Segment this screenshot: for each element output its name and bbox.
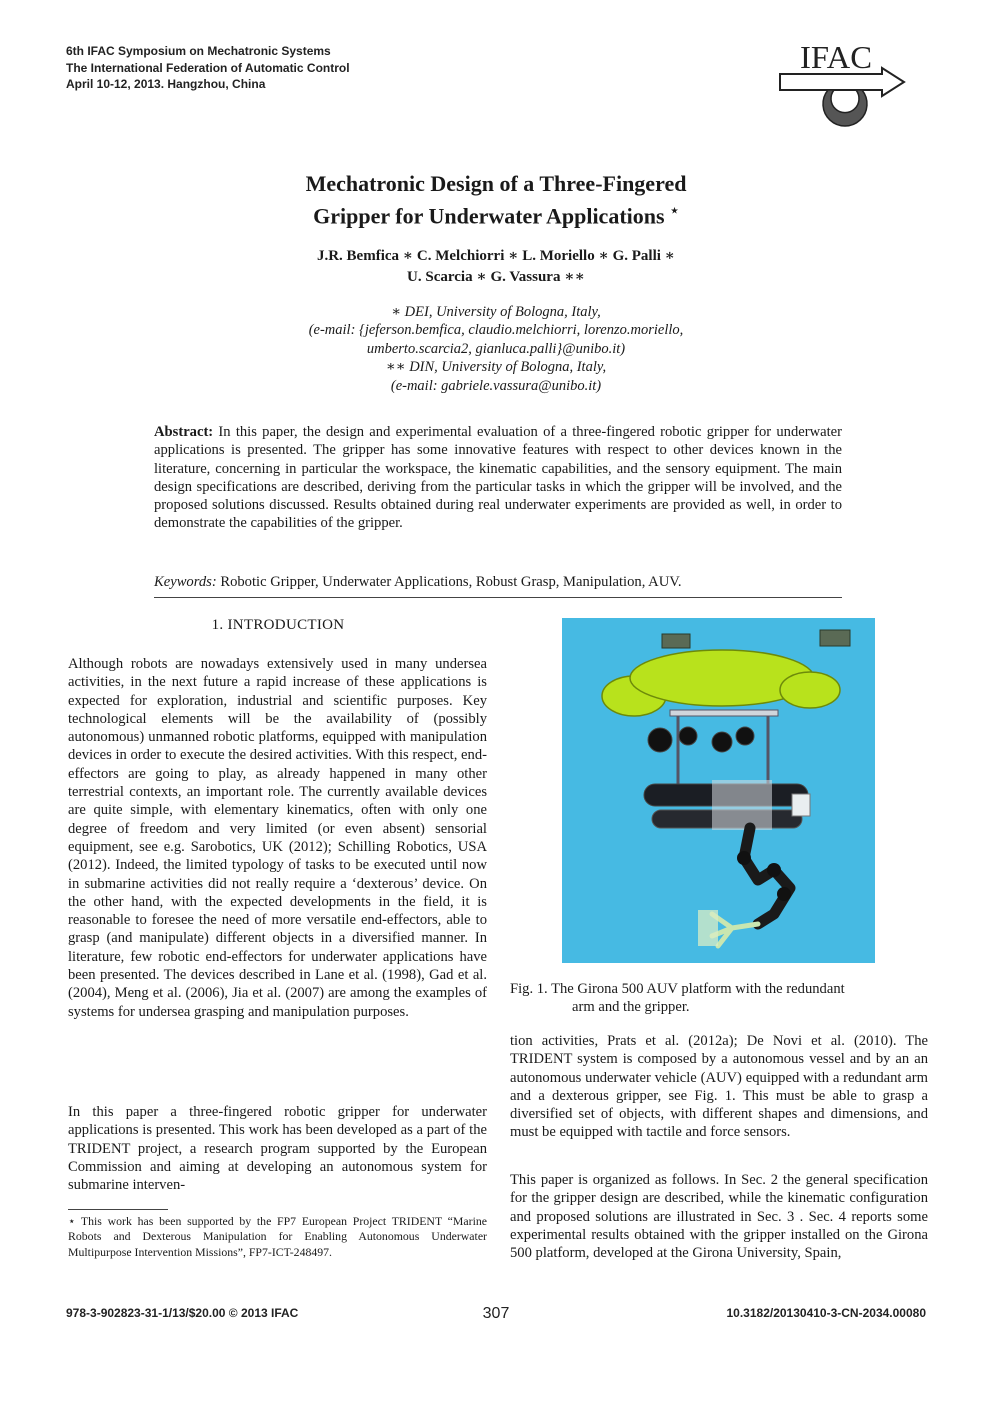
authors-line-2: U. Scarcia ∗ G. Vassura ∗∗ (407, 269, 585, 285)
thruster (679, 727, 697, 745)
body-paragraph: Although robots are nowadays extensively used in many undersea activities, in the next future a rapid increase of these applications is expected for exploration, industrial and scientific purposes. Key technological elements will be the availability of (possibly autonomous) unmanned robotic platforms, equipped with manipulation devices in order to execute the desired activities. With this respect, end-effectors are going to play, as already happened in many other terrestrial contexts, an important role. The currently available devices are quite simple, with elementary kinematics, often with only one degree of freedom and very limited (or even absent) sensorial equipment, see e.g. Sarobotics, UK (2012); Schilling Robotics, USA (2012). Indeed, the limited typology of tasks to be executed until now in submarine activities did not really require a ‘dexterous’ device. On the other hand, with the expected developments in the field, it is reasonable to foresee the need of more versatile end-effectors, able to grasp (and manipulate) different objects in a diversified manner. In literature, few robotic end-effectors for underwater applications have been presented. The devices described in Lane et al. (1998), Gad et al. (2004), Meng et al. (2006), Jia et al. (2007) are among the examples of systems for undersea grasping and manipulation purposes. (68, 656, 487, 1020)
header-line-2: The International Federation of Automatic Control (66, 60, 350, 75)
affiliation-line: (e-mail: {jeferson.bemfica, claudio.melchiorri, lorenzo.moriello, (308, 322, 684, 339)
paper-title (150, 170, 842, 230)
authors-line-1: J.R. Bemfica ∗ C. Melchiorri ∗ L. Moriello ∗ G. Palli ∗ (316, 248, 676, 264)
right-hull (780, 672, 840, 708)
divider (154, 597, 842, 598)
affiliation-line: umberto.scarcia2, gianluca.palli}@unibo.it) (366, 340, 626, 357)
keywords-label: Keywords: (154, 574, 217, 590)
thruster (736, 727, 754, 745)
keywords (154, 573, 842, 591)
footnote: ⋆ This work has been supported by the FP7 European Project TRIDENT “Marine Robots and Dexterous Manipulation for Enabling Autonomous Underwater Multipurpose Intervention Missions”, FP7-ICT-248497. (68, 1214, 487, 1259)
header-line-3: April 10-12, 2013. Hangzhou, China (66, 77, 266, 91)
figure-auv-photo (562, 618, 875, 963)
title-line-2: Gripper for Underwater Applications ⋆ (313, 203, 679, 229)
abstract-text: In this paper, the design and experimental evaluation of a three-fingered robotic gripper for underwater applications is presented. The gripper has some innovative features with respect to other devices known in the literature, concerning in particular the workspace, the kinematic capabilities, and the sensory equipment. The main design specifications are described, deriving from the particular tasks in which the gripper will be involved, and the proposed solutions discussed. Results obtained during real underwater experiments are provided as well, in order to demonstrate the capabilities of the gripper. (154, 424, 842, 532)
caption-line-2: arm and the gripper. (572, 999, 690, 1016)
footer-doi: 10.3182/20130410-3-CN-2034.00080 (726, 1306, 926, 1320)
light-left (662, 634, 690, 648)
frame (670, 710, 778, 716)
body-paragraph: In this paper a three-fingered robotic gripper for underwater applications is presented. This work has been developed as a part of the TRIDENT project, a research program supported by the European Commission and aiming at developing an autonomous system for submarine interven- (68, 1104, 487, 1194)
footer-isbn: 978-3-902823-31-1/13/$20.00 © 2013 IFAC (66, 1306, 299, 1320)
author-list (150, 246, 842, 288)
abstract-label: Abstract: (154, 424, 214, 440)
light-right (820, 630, 850, 646)
figure-caption (510, 980, 928, 1017)
conference-header (66, 43, 350, 93)
footnote-divider (68, 1209, 168, 1210)
page-number: 307 (482, 1305, 510, 1322)
thruster (712, 732, 732, 752)
header-line-1: 6th IFAC Symposium on Mechatronic Systems (66, 44, 331, 58)
body-paragraph: This paper is organized as follows. In Sec. 2 the general specification for the gripper design are described, while the kinematic configuration and proposed solutions are illustrated in Sec. 3 . Sec. 4 reports some experimental results obtained with the gripper installed on the Girona 500 platform, developed at the Girona University, Spain, (510, 1172, 928, 1262)
ifac-logo (776, 38, 908, 128)
affiliation-line: ∗∗ DIN, University of Bologna, Italy, (385, 359, 607, 376)
title-footnote-mark: ⋆ (670, 204, 679, 219)
logo-ring (823, 90, 867, 126)
affiliation-line: ∗ DEI, University of Bologna, Italy, (391, 304, 601, 320)
affiliation-line: (e-mail: gabriele.vassura@unibo.it) (390, 377, 602, 394)
body-paragraph: tion activities, Prats et al. (2012a); De Novi et al. (2010). The TRIDENT system is composed by a autonomous vessel and by an an autonomous underwater vehicle (AUV) equipped with a redundant arm and a dexterous gripper, see Fig. 1. This must be able to grasp a diversified set of objects, with different shapes and dimensions, and must be equipped with tactile and force sensors. (510, 1033, 928, 1141)
abstract (154, 423, 842, 533)
caption-line-1: Fig. 1. The Girona 500 AUV platform with the redundant (510, 981, 845, 997)
title-line-1: Mechatronic Design of a Three-Fingered (305, 171, 687, 196)
thruster (648, 728, 672, 752)
section-heading: 1. INTRODUCTION (211, 617, 345, 633)
logo-text: IFAC (800, 39, 872, 75)
keywords-text: Robotic Gripper, Underwater Applications, Robust Grasp, Manipulation, AUV. (216, 574, 682, 590)
affiliations (150, 303, 842, 395)
